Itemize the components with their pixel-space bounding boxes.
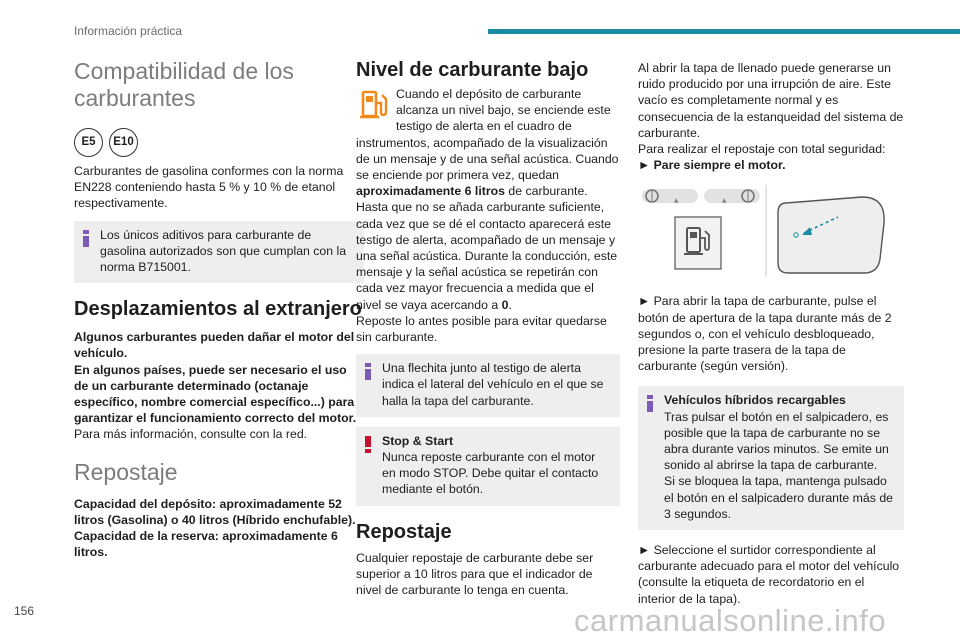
info-note-text: Los únicos aditivos para carburante de gasolina autorizados son que cumplan con la norma B715001. — [100, 227, 347, 275]
paragraph-gasoline-standard: Carburantes de gasolina conformes con la norma EN228 conteniendo hasta 5 % y 10 % de etanol respectivamente. — [74, 164, 344, 211]
warning-note-title: Stop & Start — [382, 433, 454, 448]
heading-travel-abroad: Desplazamientos al extranjero — [74, 298, 362, 321]
header-accent-bar — [488, 29, 960, 34]
paragraph-tank-capacity: Capacidad del depósito: aproximadamente 52 litros (Gasolina) o 40 litros (Híbrido enchufable). Capacidad de la reserva: aproximadamente 6 litros. — [74, 496, 356, 560]
heading-fuel-compatibility: Compatibilidad de los carburantes — [74, 58, 294, 111]
fuel-door-icon — [778, 197, 884, 273]
svg-text:▲: ▲ — [674, 197, 679, 205]
info-note-title: Vehículos híbridos recargables — [664, 393, 846, 408]
paragraph-air-noise: Al abrir la tapa de llenado puede generarse un ruido producido por una irrupción de aire. Este vacío es completamente normal y es consecuencia de la estanqueidad del sistema de carburante. Para realizar el repostaje con total seguridad: — [638, 61, 904, 157]
heading-refuelling-light: Repostaje — [74, 458, 178, 485]
heading-refuelling: Repostaje — [356, 520, 452, 543]
fuel-badges — [74, 128, 364, 157]
warning-icon — [365, 436, 371, 453]
info-note-arrow — [356, 354, 620, 417]
info-note-text: Una flechita junto al testigo de alerta indica el lateral del vehículo en el que se halla la tapa del carburante. — [382, 361, 604, 408]
paragraph-contact-network: Para más información, consulte con la red. — [74, 427, 308, 442]
fuel-pump-icon — [675, 217, 721, 269]
watermark: carmanualsonline.info — [574, 603, 887, 638]
svg-text:▲: ▲ — [722, 197, 727, 205]
info-icon — [365, 363, 371, 380]
info-icon — [83, 230, 89, 247]
paragraph-select-pump: ► Seleccione el surtidor correspondiente al carburante adecuado para el motor del vehículo (consulte la etiqueta de recordatorio en el interior de la tapa). — [638, 543, 900, 606]
warning-note-text: Nunca reposte carburante con el motor en modo STOP. Debe quitar el contacto mediante el botón. — [382, 450, 599, 497]
info-icon — [647, 395, 653, 412]
info-note-additives — [74, 221, 364, 284]
section-header: Información práctica — [74, 24, 183, 38]
paragraph-refuel-soon: Reposte lo antes posible para evitar quedarse sin carburante. — [356, 313, 607, 345]
e5-badge: E5 — [74, 128, 103, 157]
paragraph-low-fuel-repeat: Hasta que no se añada carburante suficiente, cada vez que se dé el contacto aparecerá este testigo de alerta, acompañado de un mensaje y una señal acústica. Durante la conducción, este mensaje y la señal acústica se repetirán con cada vez mayor frecuencia a medida que el nivel se vaya acercando a 0. — [356, 200, 618, 312]
paragraph-stop-engine: ► Pare siempre el motor. — [638, 158, 786, 173]
warning-note-stop-start — [356, 427, 620, 506]
info-note-text: Tras pulsar el botón en el salpicadero, es posible que la tapa de carburante no se abra durante varios minutos. Se emite un sonido al abrirse la tapa de carburante. Si se bloquea la tapa, mantenga pulsado el botón en el salpicadero durante más de 3 segundos. — [664, 409, 894, 521]
column-right — [638, 60, 904, 607]
info-note-hybrid — [638, 386, 904, 530]
paragraph-travel-warning: Algunos carburantes pueden dañar el motor del vehículo. En algunos países, puede ser necesario el uso de un carburante determinado (octanaje específico, nombre comercial específico...) para garantizar el funcionamiento correcto del motor. — [74, 330, 357, 426]
paragraph-min-refuel: Cualquier repostaje de carburante debe ser superior a 10 litros para que el indicador de nivel de carburante lo tenga en cuenta. — [356, 550, 594, 598]
column-left — [74, 58, 364, 560]
column-middle — [356, 58, 620, 598]
page-number: 156 — [14, 604, 35, 618]
heading-low-fuel: Nivel de carburante bajo — [356, 59, 589, 81]
paragraph-low-fuel-warning: Cuando el depósito de carburante alcanza un nivel bajo, se enciende este testigo de alerta en el cuadro de instrumentos, acompañado de la visualización de un mensaje y de una señal acústica. Cuando se enciende por primera vez, quedan aproximadamente 6 litros de carburante. — [356, 87, 619, 199]
car-right-icon — [704, 189, 760, 204]
fuel-door-illustration — [638, 183, 904, 283]
e10-badge: E10 — [109, 128, 138, 157]
fuel-pump-icon — [356, 88, 390, 122]
car-left-icon — [642, 189, 698, 204]
paragraph-open-fuel-door: ► Para abrir la tapa de carburante, pulse el botón de apertura de la tapa durante más de 2 segundos o, con el vehículo desbloqueado, presione la parte trasera de la tapa de carburante (según versión). — [638, 294, 892, 374]
